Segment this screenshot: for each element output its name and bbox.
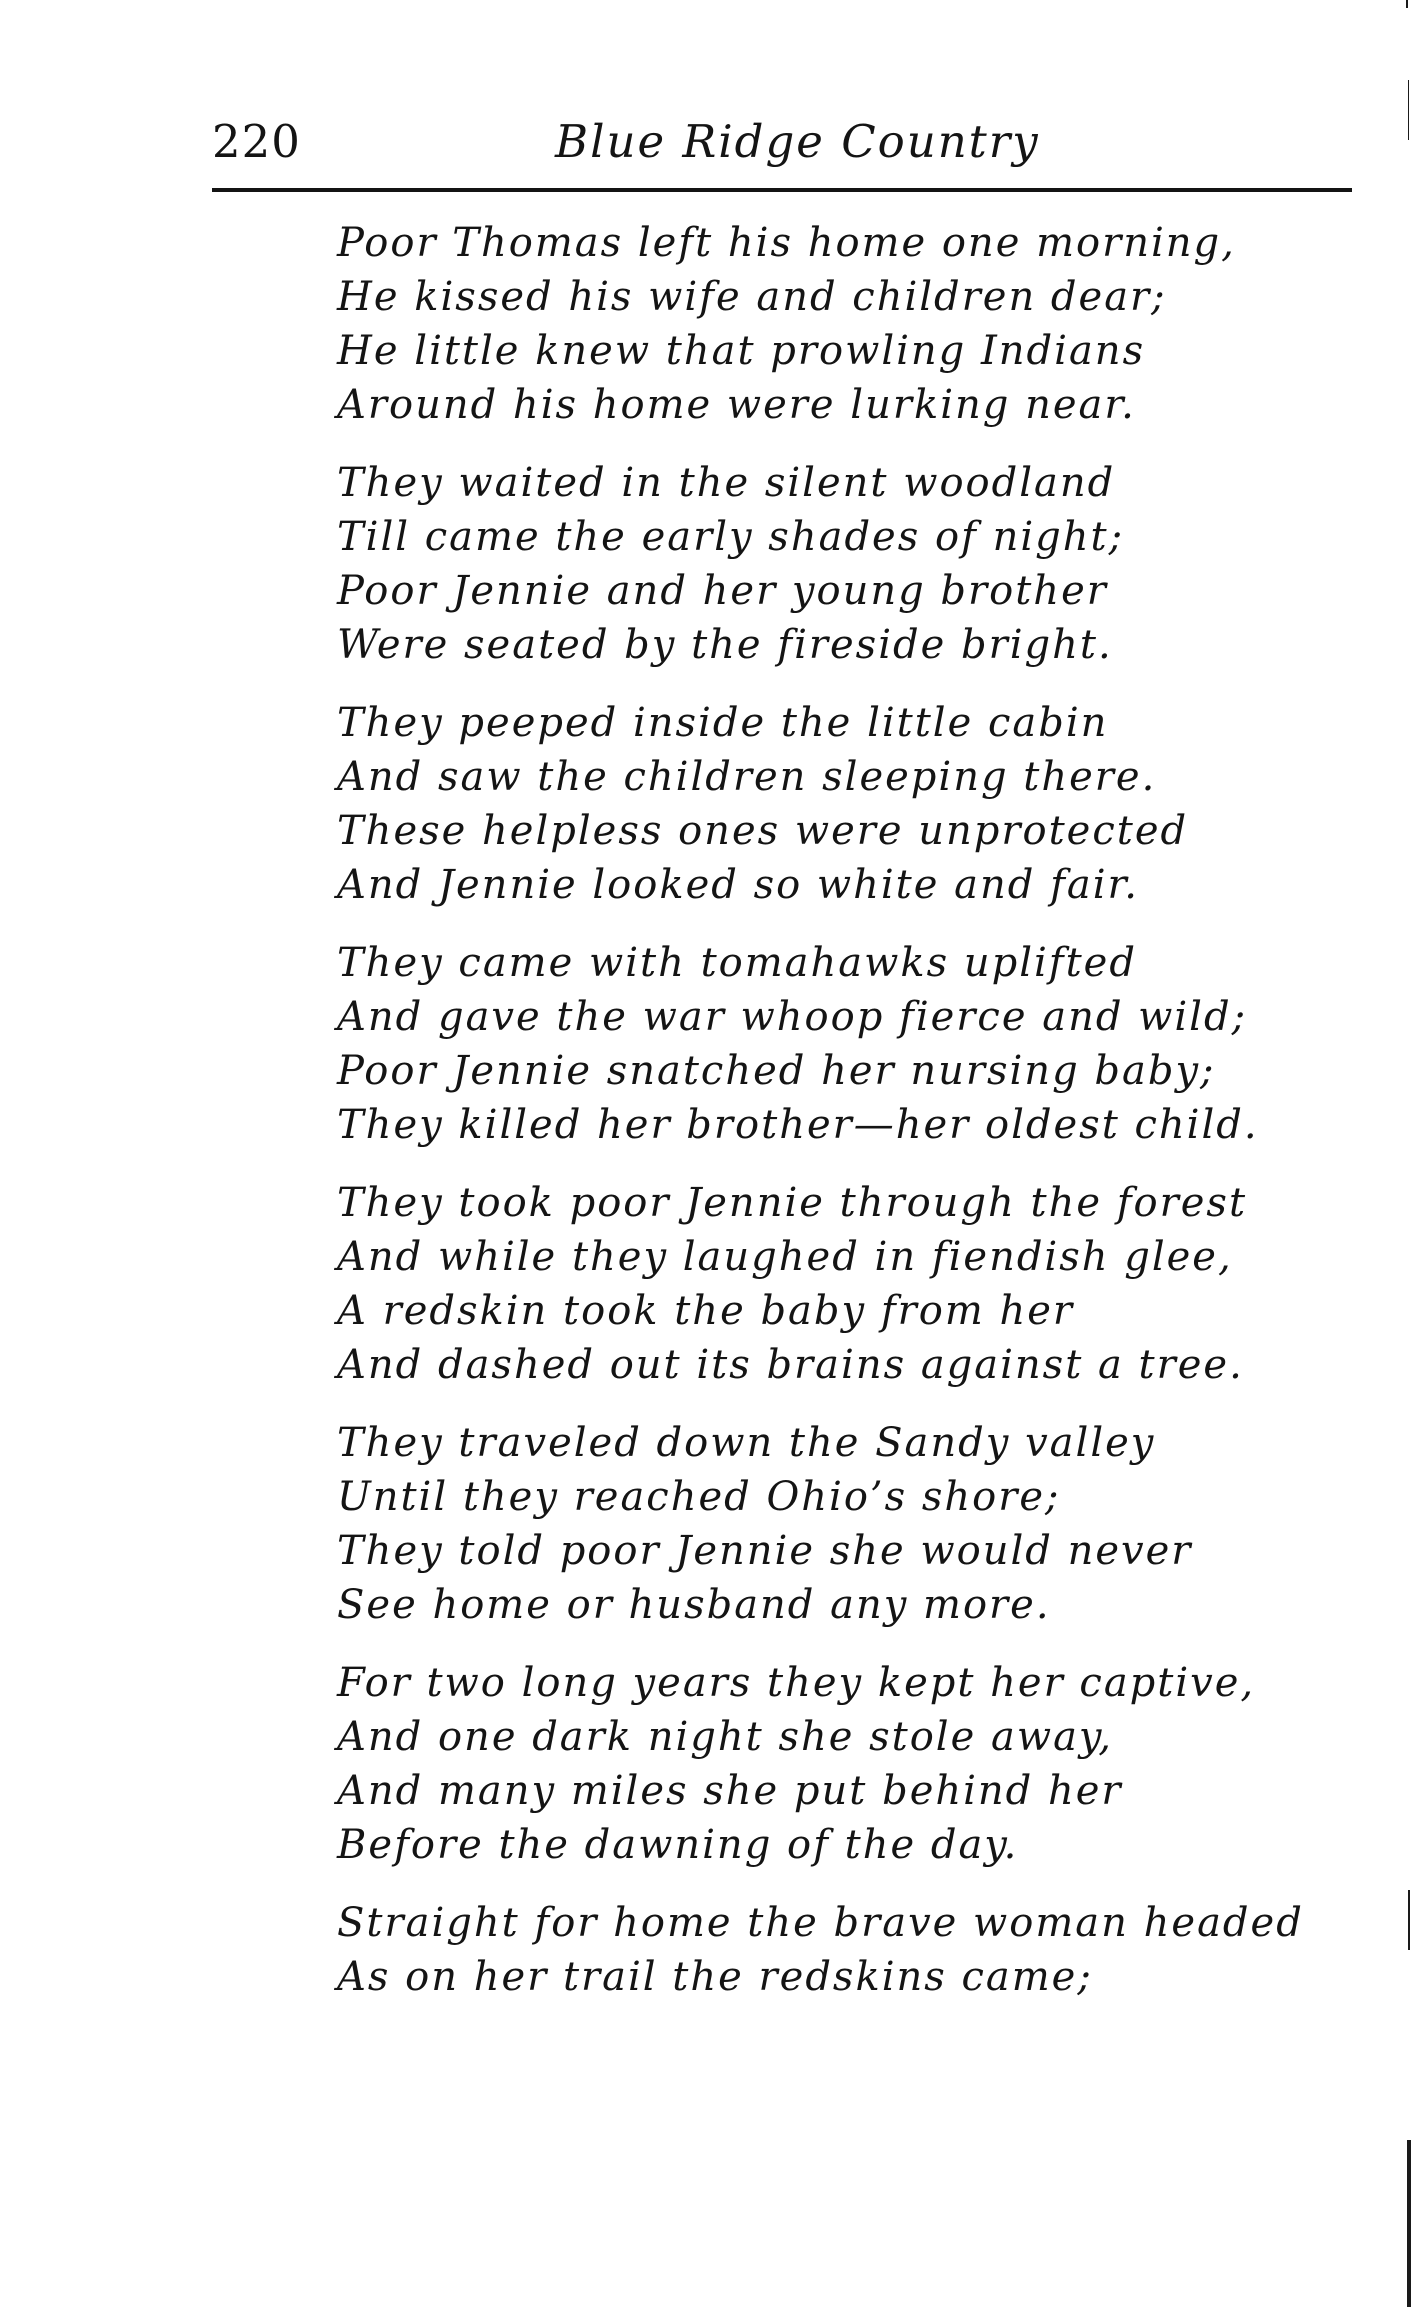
poem-line: And many miles she put behind her xyxy=(337,1768,1123,1814)
poem-line: And dashed out its brains against a tree. xyxy=(337,1342,1244,1388)
scan-edge-mark xyxy=(1408,80,1409,140)
poem-line: And one dark night she stole away, xyxy=(337,1714,1113,1760)
poem-line: Poor Thomas left his home one morning, xyxy=(337,220,1236,266)
page-number: 220 xyxy=(212,115,301,168)
poem-line: They took poor Jennie through the forest xyxy=(337,1180,1248,1226)
stanza xyxy=(337,1176,1337,1392)
poem-line: Until they reached Ohio’s shore; xyxy=(337,1474,1061,1520)
poem-line: Till came the early shades of night; xyxy=(337,514,1125,560)
poem-line: They came with tomahawks uplifted xyxy=(337,940,1137,986)
poem-line: And saw the children sleeping there. xyxy=(337,754,1157,800)
stanza xyxy=(337,456,1337,672)
poem-line: He kissed his wife and children dear; xyxy=(337,274,1167,320)
stanza xyxy=(337,1416,1337,1632)
poem-line: And Jennie looked so white and fair. xyxy=(337,862,1139,908)
poem-line: A redskin took the baby from her xyxy=(337,1288,1075,1334)
stanza xyxy=(337,216,1337,432)
scan-edge-mark xyxy=(1408,1890,1410,1950)
poem-line: These helpless ones were unprotected xyxy=(337,808,1189,854)
header-rule xyxy=(212,188,1352,192)
poem-line: And while they laughed in fiendish glee, xyxy=(337,1234,1233,1280)
poem-line: As on her trail the redskins came; xyxy=(337,1954,1093,2000)
poem-line: See home or husband any more. xyxy=(337,1582,1051,1628)
stanza xyxy=(337,936,1337,1152)
stanza xyxy=(337,1896,1337,2004)
stanza xyxy=(337,696,1337,912)
poem-line: They traveled down the Sandy valley xyxy=(337,1420,1156,1466)
scan-edge-mark xyxy=(1406,0,1408,8)
poem xyxy=(337,216,1337,2028)
poem-line: They waited in the silent woodland xyxy=(337,460,1116,506)
poem-line: Were seated by the fireside bright. xyxy=(337,622,1113,668)
running-head: Blue Ridge Country xyxy=(555,115,1040,168)
poem-line: He little knew that prowling Indians xyxy=(337,328,1146,374)
scan-edge-mark xyxy=(1407,2140,1411,2307)
poem-line: Straight for home the brave woman headed xyxy=(337,1900,1304,1946)
poem-line: For two long years they kept her captive, xyxy=(337,1660,1256,1706)
poem-line: Poor Jennie and her young brother xyxy=(337,568,1108,614)
poem-line: They told poor Jennie she would never xyxy=(337,1528,1193,1574)
stanza xyxy=(337,1656,1337,1872)
poem-line: They peeped inside the little cabin xyxy=(337,700,1109,746)
poem-line: Around his home were lurking near. xyxy=(337,382,1136,428)
poem-line: Before the dawning of the day. xyxy=(337,1822,1019,1868)
poem-line: They killed her brother—her oldest child. xyxy=(337,1102,1259,1148)
poem-line: Poor Jennie snatched her nursing baby; xyxy=(337,1048,1216,1094)
poem-line: And gave the war whoop fierce and wild; xyxy=(337,994,1248,1040)
